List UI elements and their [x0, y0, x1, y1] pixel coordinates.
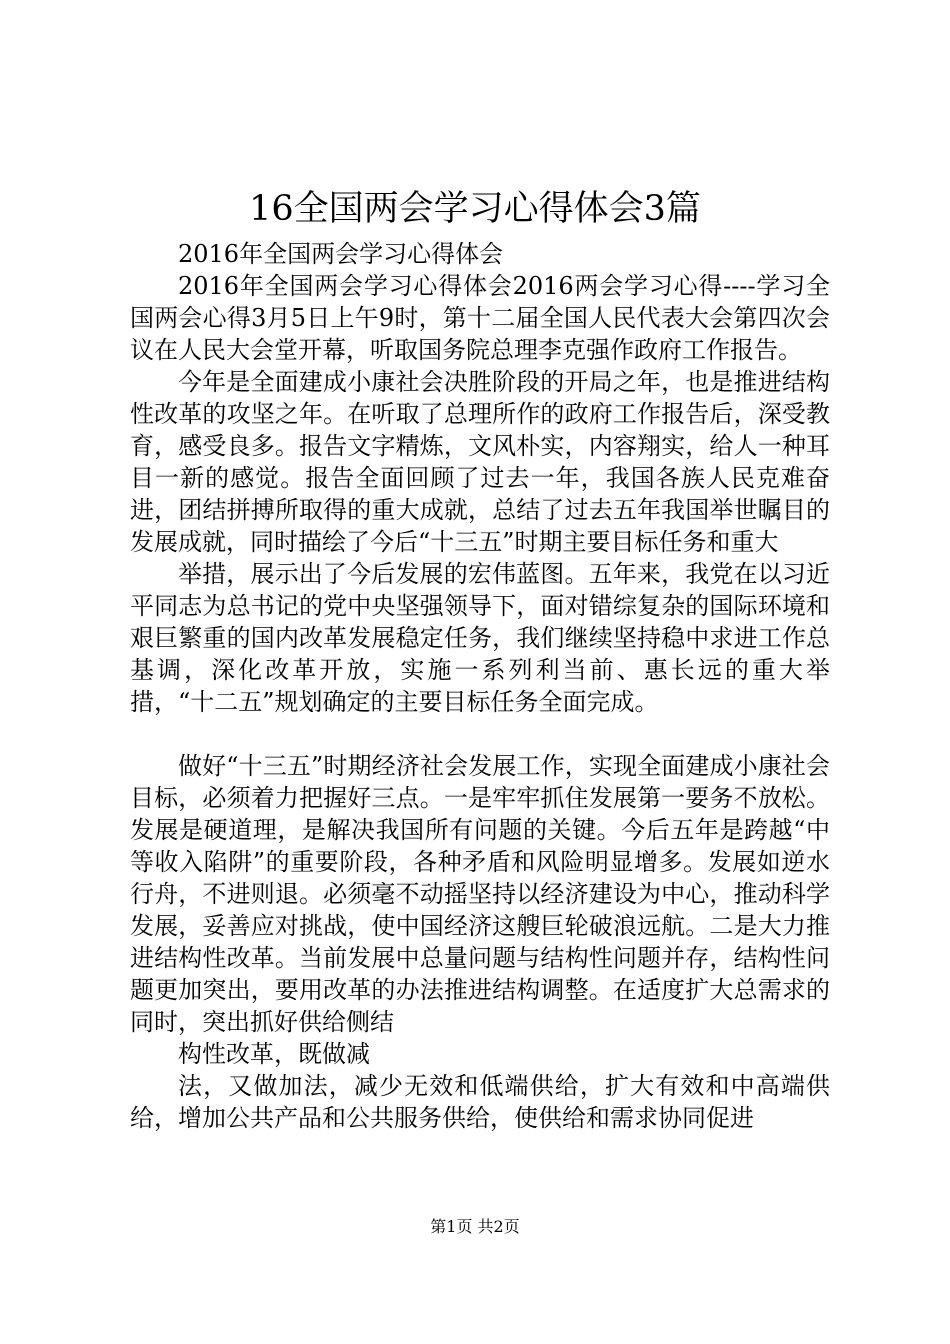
- paragraph-reform-fragment: 构性改革，既做减: [178, 1040, 370, 1068]
- paragraph-report: 今年是全面建成小康社会决胜阶段的开局之年，也是推进结构性改革的攻坚之年。在听取了总理所作的政府工作报告后，深受教育，感受良多。报告文字精炼，文风朴实，内容翔实，给人一种耳目一新的感觉。报告全面回顾了过去一年，我国各族人民克难奋进，团结拼搏所取得的重大成就，总结了过去五年我国举世瞩目的发展成就，同时描绘了今后“十三五”时期主要目标任务和重大: [130, 368, 830, 556]
- page-footer: 第1页 共2页: [430, 1217, 520, 1236]
- paragraph-three-points: 做好“十三五”时期经济社会发展工作，实现全面建成小康社会目标，必须着力把握好三点。一是牢牢抓住发展第一要务不放松。发展是硬道理，是解决我国所有问题的关键。今后五年是跨越“中等收入陷阱”的重要阶段，各种矛盾和风险明显增多。发展如逆水行舟，不进则退。必须毫不动摇坚持以经济建设为中心，推动科学发展，妥善应对挑战，使中国经济这艘巨轮破浪远航。二是大力推进结构性改革。当前发展中总量问题与结构性问题并存，结构性问题更加突出，要用改革的办法推进结构调整。在适度扩大总需求的同时，突出抓好供给侧结: [130, 752, 830, 1036]
- paragraph-intro: 2016年全国两会学习心得体会2016两会学习心得----学习全国两会心得3月5日上午9时，第十二届全国人民代表大会第四次会议在人民大会堂开幕，听取国务院总理李克强作政府工作报告。: [130, 272, 830, 364]
- document-body: [130, 238, 830, 1134]
- paragraph-supply: 法，又做加法，减少无效和低端供给，扩大有效和中高端供给，增加公共产品和公共服务供给，使供给和需求协同促进: [130, 1072, 830, 1132]
- document-title: 16全国两会学习心得体会3篇: [249, 189, 701, 229]
- paragraph-subtitle: 2016年全国两会学习心得体会: [178, 240, 504, 268]
- paragraph-achievements: 举措，展示出了今后发展的宏伟蓝图。五年来，我党在以习近平同志为总书记的党中央坚强领导下，面对错综复杂的国际环境和艰巨繁重的国内改革发展稳定任务，我们继续坚持稳中求进工作总基调，深化改革开放，实施一系列利当前、惠长远的重大举措，“十二五”规划确定的主要目标任务全面完成。: [130, 560, 830, 716]
